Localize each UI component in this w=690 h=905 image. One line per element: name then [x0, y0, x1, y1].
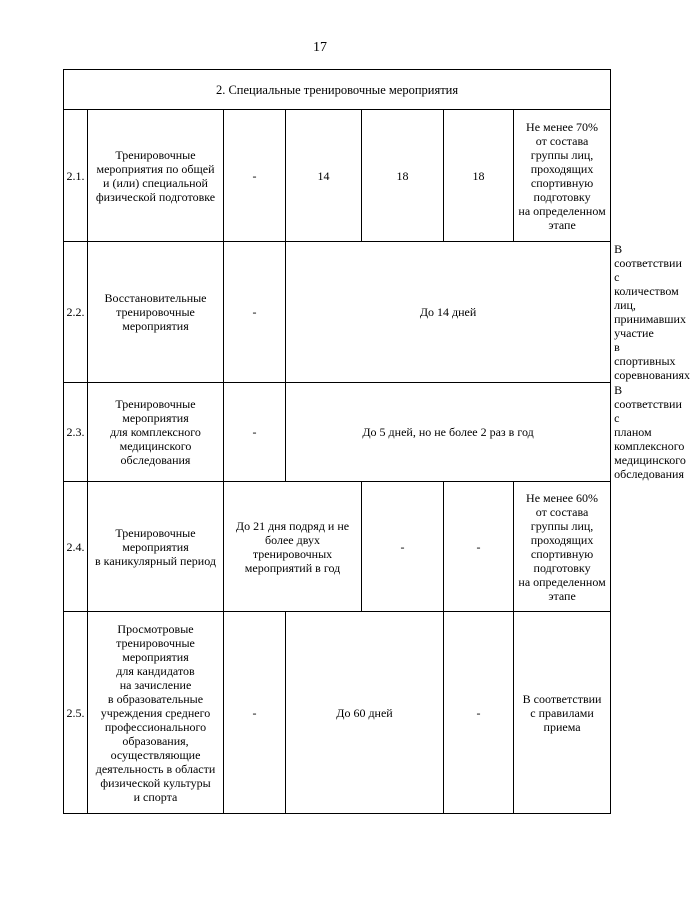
row-number: 2.2.: [64, 242, 88, 383]
table-row: 2.3. Тренировочные мероприятия для комплексного медицинского обследования - До 5 дней, но не более 2 раз в год В соответствии с планом комплексного медицинского обследования: [64, 383, 611, 482]
row-number: 2.5.: [64, 612, 88, 814]
value-cell: 18: [444, 110, 514, 242]
section-header-row: [64, 70, 611, 110]
merged-value-cell: До 14 дней: [286, 242, 611, 383]
value-cell: -: [362, 482, 444, 612]
value-cell: -: [444, 482, 514, 612]
row-number: 2.1.: [64, 110, 88, 242]
value-cell: -: [444, 612, 514, 814]
note-cell: Не менее 70% от состава группы лиц, проходящих спортивную подготовку на определенном этапе: [514, 110, 611, 242]
value-cell: 18: [362, 110, 444, 242]
row-number: 2.4.: [64, 482, 88, 612]
value-cell: -: [224, 242, 286, 383]
page-number: 17: [313, 40, 327, 55]
table-row: [64, 110, 611, 242]
value-cell: 14: [286, 110, 362, 242]
note-cell: Не менее 60% от состава группы лиц, проходящих спортивную подготовку на определенном этапе: [514, 482, 611, 612]
event-name: Тренировочные мероприятия для комплексного медицинского обследования: [88, 383, 224, 482]
table-row: 2.2. Восстановительные тренировочные мероприятия - До 14 дней В соответствии с количеством лиц, принимавших участие в спортивных соревнованиях: [64, 242, 611, 383]
value-cell: -: [224, 110, 286, 242]
merged-value-cell: До 60 дней: [286, 612, 444, 814]
table-row: [64, 482, 611, 612]
training-events-table: [63, 69, 690, 814]
table-row: [64, 612, 611, 814]
event-name: Тренировочные мероприятия в каникулярный период: [88, 482, 224, 612]
event-name: Тренировочные мероприятия по общей и (или) специальной физической подготовке: [88, 110, 224, 242]
merged-value-cell: До 5 дней, но не более 2 раз в год: [286, 383, 611, 482]
value-cell: -: [224, 383, 286, 482]
note-cell: В соответствии с правилами приема: [514, 612, 611, 814]
event-name: Восстановительные тренировочные мероприятия: [88, 242, 224, 383]
row-number: 2.3.: [64, 383, 88, 482]
event-name: Просмотровые тренировочные мероприятия для кандидатов на зачисление в образовательные учреждения среднего профессионального образования, осуществляющие деятельность в области физической культуры и спорта: [88, 612, 224, 814]
value-cell: -: [224, 612, 286, 814]
section-title: 2. Специальные тренировочные мероприятия: [64, 70, 611, 110]
merged-value-cell: До 21 дня подряд и не более двух тренировочных мероприятий в год: [224, 482, 362, 612]
